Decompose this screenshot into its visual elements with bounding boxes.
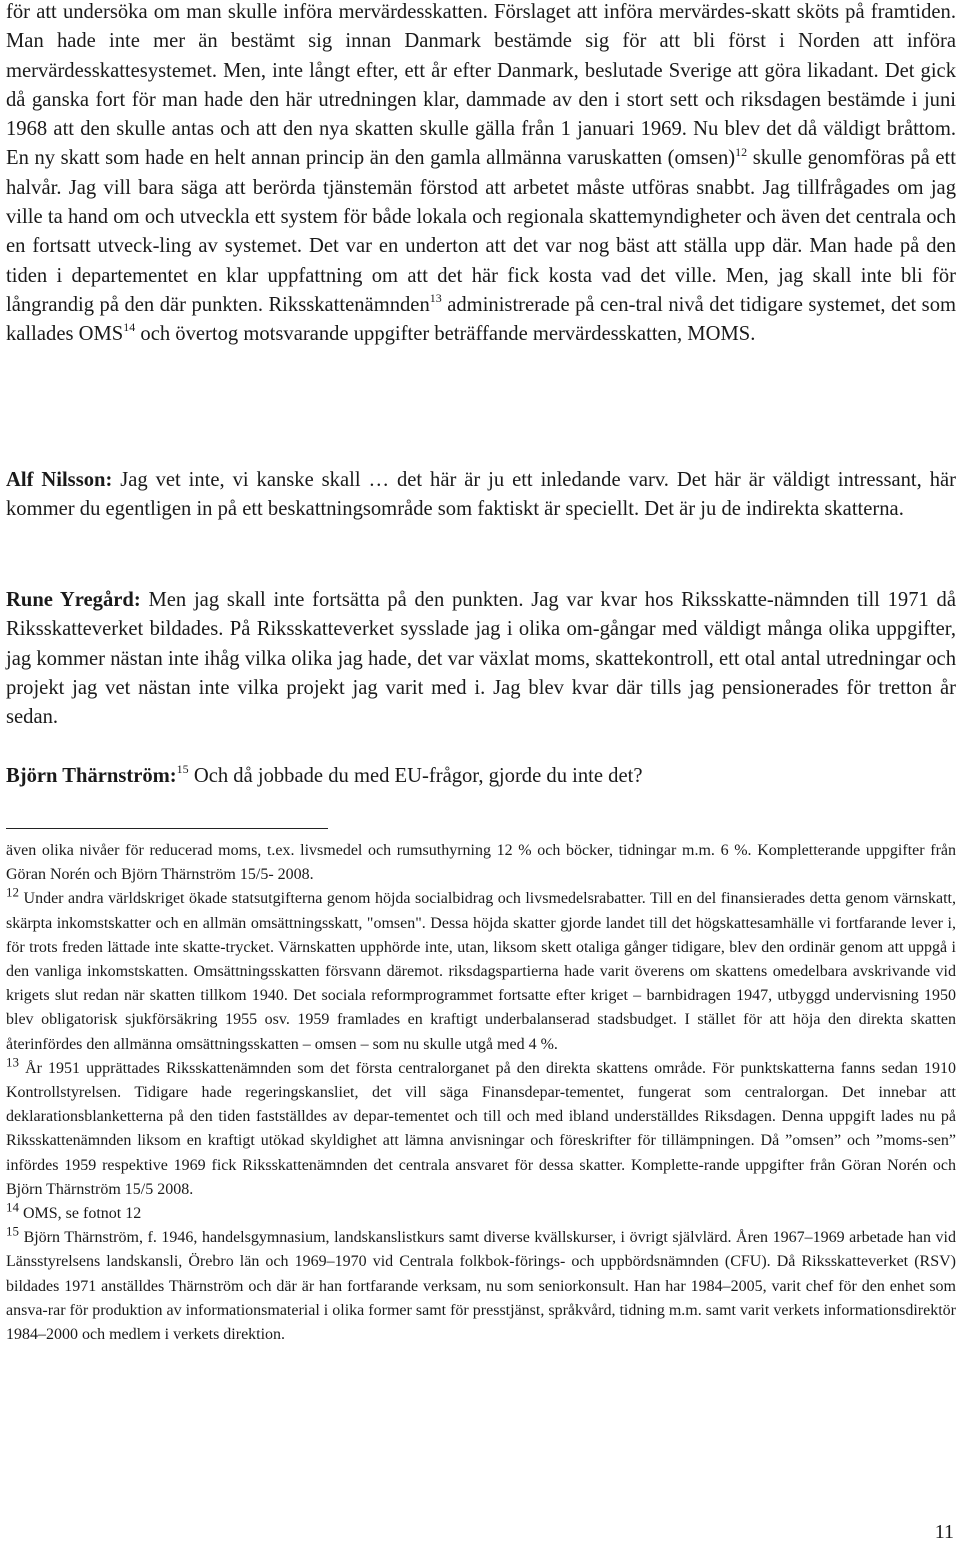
speaker-paragraph-alf [6, 466, 956, 525]
interview-paragraph [6, 0, 956, 350]
footnote-number: 12 [6, 885, 19, 901]
speaker-name: Björn Thärnström: [6, 765, 177, 787]
footnote-ref-12[interactable]: 12 [735, 144, 748, 159]
footnote-ref-15[interactable]: 15 [176, 762, 189, 777]
footnote-14 [6, 1199, 956, 1226]
footnote-number: 15 [6, 1223, 19, 1239]
footnote-text: Under andra världskriget ökade statsutgifterna genom höjda socialbidrag och livsmedelsrabatter. Till en del finansierades detta genom värnskatt, skärpta inkomstskatter och en allmän omsättningsskatt, "omsen". Dessa höjda skatter gjorde landet till det högskattesamhälle vi fortfarande lever i, för trots freden lättade inte skatte-trycket. Värnskatten upphörde inte, utan, liksom skett otaliga gånger tidigare, blev den ordinär genom att uppgå i den vanliga inkomstskatten. Omsättningsskatten försvann däremot. riksdagspartierna hade varit överens om skattens omedelbara avskrivande vid krigets slut redan när skatten tillkom 1940. Det sociala reformprogrammet fortsatte efter kriget – barnbidragen 1947, utbyggd undervisning 1950 blev obligatorisk sjukförsäkring 1955 osv. 1959 framlades en kraftigt underbalanserad stadsbudget. I stället för att höja den direkta skatten återinfördes den allmänna omsättningsskatten – omsen – som nu skulle utgå med 4 %. [6, 890, 956, 1053]
paragraph-text: administrerade på cen-tral nivå det tidigare systemet, det som kallades OMS [6, 293, 957, 346]
page-number: 11 [934, 1521, 954, 1543]
speaker-paragraph-rune [6, 586, 956, 732]
speaker-paragraph-bjorn [6, 762, 956, 791]
paragraph-text: och övertog motsvarande uppgifter beträffande mervärdesskatten, MOMS. [135, 323, 756, 346]
footnote-continued: även olika nivåer för reducerad moms, t.ex. livsmedel och rumsuthyrning 12 % och böcker, tidningar m.m. 6 %. Kompletterande uppgifter från Göran Norén och Björn Thärnström 15/5- 2008. [6, 842, 956, 884]
footnote-text: OMS, se fotnot 12 [19, 1205, 142, 1223]
speaker-text: Men jag skall inte fortsätta på den punkten. Jag var kvar hos Riksskatte-nämnden till 1971 då Riksskatteverket bildades. På Riksskatteverket sysslade jag i olika om-gångar med väldigt många olika uppgifter, jag kommer nästan inte ihåg vilka olika jag hade, det var växlat moms, skattekontroll, ett otal antal utredningar och projekt jag vet nästan inte vilka projekt jag varit med i. Jag blev kvar där tills jag pensionerades för tretton år sedan. [6, 589, 956, 729]
footnote-number: 13 [6, 1054, 19, 1070]
footnote-ref-13[interactable]: 13 [429, 291, 442, 306]
paragraph-text: för att undersöka om man skulle införa mervärdesskatten. Förslaget att införa mervärdes-skatt sköts på framtiden. Man hade inte mer än bestämt sig innan Danmark bestämde sig för att bli först i Norden att införa mervärdesskattesystemet. Men, inte långt efter, ett år efter Danmark, beslutade Sverige att göra likadant. Det gick då ganska fort för man hade den här utredningen klar, dammade av den i stort sett och riksdagen bestämde i juni 1968 att den skulle antas och att den nya skatten skulle gälla från 1 januari 1969. Nu blev det då väldigt bråttom. En ny skatt som hade en helt annan princip än den gamla allmänna varuskatten (omsen) [6, 1, 956, 170]
paragraph-text: skulle genomföras på ett halvår. Jag vill bara säga att berörda tjänstemän förstod att arbetet måste utföras snabbt. Jag tillfrågades om jag ville ta hand om och utveckla ett system för både lokala och regionala skattemyndigheter och även det centrala och en fortsatt utveck-ling av systemet. Det var en underton att det var nog bäst att ställa upp där. Man hade på den tiden i departementet en klar uppfattning om att det här fick kosta vad det ville. Men, jag skall inte bli för långrandig på den där punkten. Riksskattenämnden [6, 147, 957, 316]
footnote-text: År 1951 upprättades Riksskattenämnden som det första centralorganet på den direkta skattens område. För punktskatterna fanns sedan 1910 Kontrollstyrelsen. Tidigare hade regeringskansliet, det vill säga Finansdepar-tementet, fungerat som centralorgan. Det innebar att deklarationsblanketterna på den tiden fastställdes av depar-tementet och till och med ibland underställdes Riksdagen. Denna uppgift lades nu på Riksskattenämnden liksom en kraftigt utökad skyldighet att lämna anvisningar och föreskrifter för tillämpningen. Då ”omsen” och ”moms-sen” infördes 1959 respektive 1969 fick Riksskattenämnden det centrala ansvaret för dessa skatter. Komplette-rande uppgifter från Göran Norén och Björn Thärnström 15/5 2008. [6, 1059, 956, 1198]
footnote-number: 14 [6, 1199, 19, 1215]
speaker-name: Alf Nilsson: [6, 469, 113, 491]
speaker-name: Rune Yregård: [6, 589, 141, 611]
footnotes [6, 839, 956, 1347]
speaker-text: Jag vet inte, vi kanske skall … det här är ju ett inledande varv. Det här är väldigt intressant, här kommer du egentligen in på ett beskattningsområde som faktiskt är speciellt. Det är ju de indirekta skatterna. [6, 469, 957, 521]
footnote-13 [6, 1054, 956, 1202]
footnote-15 [6, 1223, 956, 1347]
footnote-divider [6, 828, 328, 829]
footnote-12 [6, 887, 956, 1056]
speaker-text: Och då jobbade du med EU-frågor, gjorde du inte det? [188, 765, 643, 787]
footnote-ref-14[interactable]: 14 [123, 320, 136, 335]
footnote-text: Björn Thärnström, f. 1946, handelsgymnasium, landskanslistkurs samt diverse kvällskurser, i övrigt självlärd. Åren 1967–1969 arbetade han vid Länsstyrelsens landskansli, Örebro län och 1969–1970 vid Centrala folkbok-förings- och uppbördsnämnden (CFU). Då Riksskatteverket (RSV) bildades 1971 anställdes Thärnström och där är han fortfarande verksam, nu som seniorkonsult. Han har 1984–2005, varit chef för den enhet som ansva-rar för produktion av informationsmaterial i olika former samt för presstjänst, språkvård, tidning m.m. samt varit verkets informationsdirektör 1984–2000 och medlem i verkets direktion. [6, 1229, 956, 1344]
